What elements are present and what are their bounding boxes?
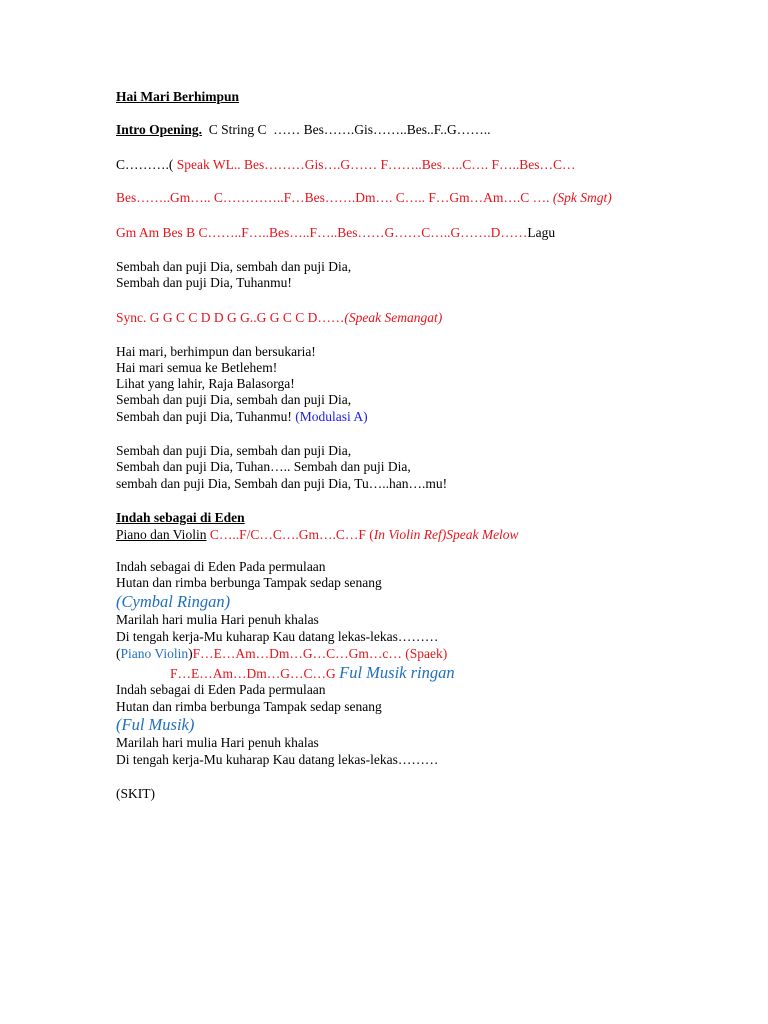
- piano-violin-note: In Violin Ref)Speak Melow: [373, 527, 519, 542]
- ful-musik-ringan-line: [170, 663, 455, 683]
- skit-label: (SKIT): [116, 786, 155, 801]
- modulasi-note: (Modulasi A): [295, 409, 368, 424]
- lyric-line-modulasi: [116, 409, 368, 425]
- lyric-line: Marilah hari mulia Hari penuh khalas: [116, 612, 319, 627]
- chord-line-2: [116, 157, 576, 173]
- lyric-line: Sembah dan puji Dia, Tuhan….. Sembah dan puji Dia,: [116, 459, 411, 474]
- chord-line-4: [116, 225, 555, 241]
- lyric-line: Sembah dan puji Dia, Tuhanmu!: [116, 275, 292, 290]
- lyric-text: Sembah dan puji Dia, Tuhanmu!: [116, 409, 296, 424]
- lyric-line: Hutan dan rimba berbunga Tampak sedap senang: [116, 575, 382, 590]
- intro-line: [116, 122, 490, 138]
- lyric-line: Sembah dan puji Dia, sembah dan puji Dia,: [116, 392, 352, 407]
- lyric-line: Di tengah kerja-Mu kuharap Kau datang lekas-lekas………: [116, 752, 439, 767]
- piano-violin-chords-2: F…E…Am…Dm…G…C…Gm…c… (Spaek): [192, 646, 448, 661]
- song-title-indah: Indah sebagai di Eden: [116, 510, 245, 525]
- lyric-line: Marilah hari mulia Hari penuh khalas: [116, 735, 319, 750]
- lyric-line: sembah dan puji Dia, Sembah dan puji Dia, Tu…..han….mu!: [116, 476, 448, 491]
- piano-violin-chord-line: [116, 646, 447, 662]
- lyric-line: Hai mari, berhimpun dan bersukaria!: [116, 344, 316, 359]
- lyric-line: Indah sebagai di Eden Pada permulaan: [116, 559, 326, 574]
- sync-chords: Sync. G G C C D D G G..G G C C D……: [116, 310, 345, 325]
- lyric-line: Sembah dan puji Dia, sembah dan puji Dia,: [116, 443, 352, 458]
- chord-line-2-speak: Speak WL.. Bes………Gis….G…… F……..Bes…..C…. F…..Bes…C…: [173, 157, 576, 172]
- song-title-hai-mari: Hai Mari Berhimpun: [116, 89, 240, 104]
- lyric-line: Sembah dan puji Dia, sembah dan puji Dia,: [116, 259, 352, 274]
- piano-violin-line: [116, 527, 519, 543]
- paren-open: (: [116, 646, 121, 661]
- chord-line-3-note: (Spk Smgt): [552, 190, 612, 205]
- piano-violin-label: Piano dan Violin: [116, 527, 207, 542]
- paren-close: ): [188, 646, 193, 661]
- cymbal-note: (Cymbal Ringan): [116, 592, 231, 611]
- chord-line-2-start: C……….(: [116, 157, 174, 172]
- sync-note: (Speak Semangat): [344, 310, 443, 325]
- chords-3: F…E…Am…Dm…G…C…G: [170, 666, 340, 681]
- intro-label: Intro Opening.: [116, 122, 203, 137]
- lyric-line: Di tengah kerja-Mu kuharap Kau datang lekas-lekas………: [116, 629, 439, 644]
- lyric-line: Hutan dan rimba berbunga Tampak sedap senang: [116, 699, 382, 714]
- ful-musik-ringan-note: Ful Musik ringan: [339, 663, 455, 682]
- chord-line-3: [116, 190, 612, 206]
- chord-line-3-chords: Bes……..Gm….. C…………..F…Bes…….Dm…. C….. F…Gm…Am….C ….: [116, 190, 553, 205]
- ful-musik-note: (Ful Musik): [116, 715, 195, 734]
- lyric-line: Indah sebagai di Eden Pada permulaan: [116, 682, 326, 697]
- chord-line-4-chords: Gm Am Bes B C……..F…..Bes…..F…..Bes……G……C…..G…….D……: [116, 225, 528, 240]
- piano-violin-label-2: Piano Violin: [120, 646, 189, 661]
- lyric-line: Hai mari semua ke Betlehem!: [116, 360, 278, 375]
- chord-line-4-lagu: Lagu: [527, 225, 556, 240]
- sync-line: [116, 310, 442, 326]
- lyric-line: Lihat yang lahir, Raja Balasorga!: [116, 376, 295, 391]
- piano-violin-chords: C…..F/C…C….Gm….C…F (: [206, 527, 374, 542]
- intro-chords: C String C …… Bes…….Gis……..Bes..F..G……..: [202, 122, 491, 137]
